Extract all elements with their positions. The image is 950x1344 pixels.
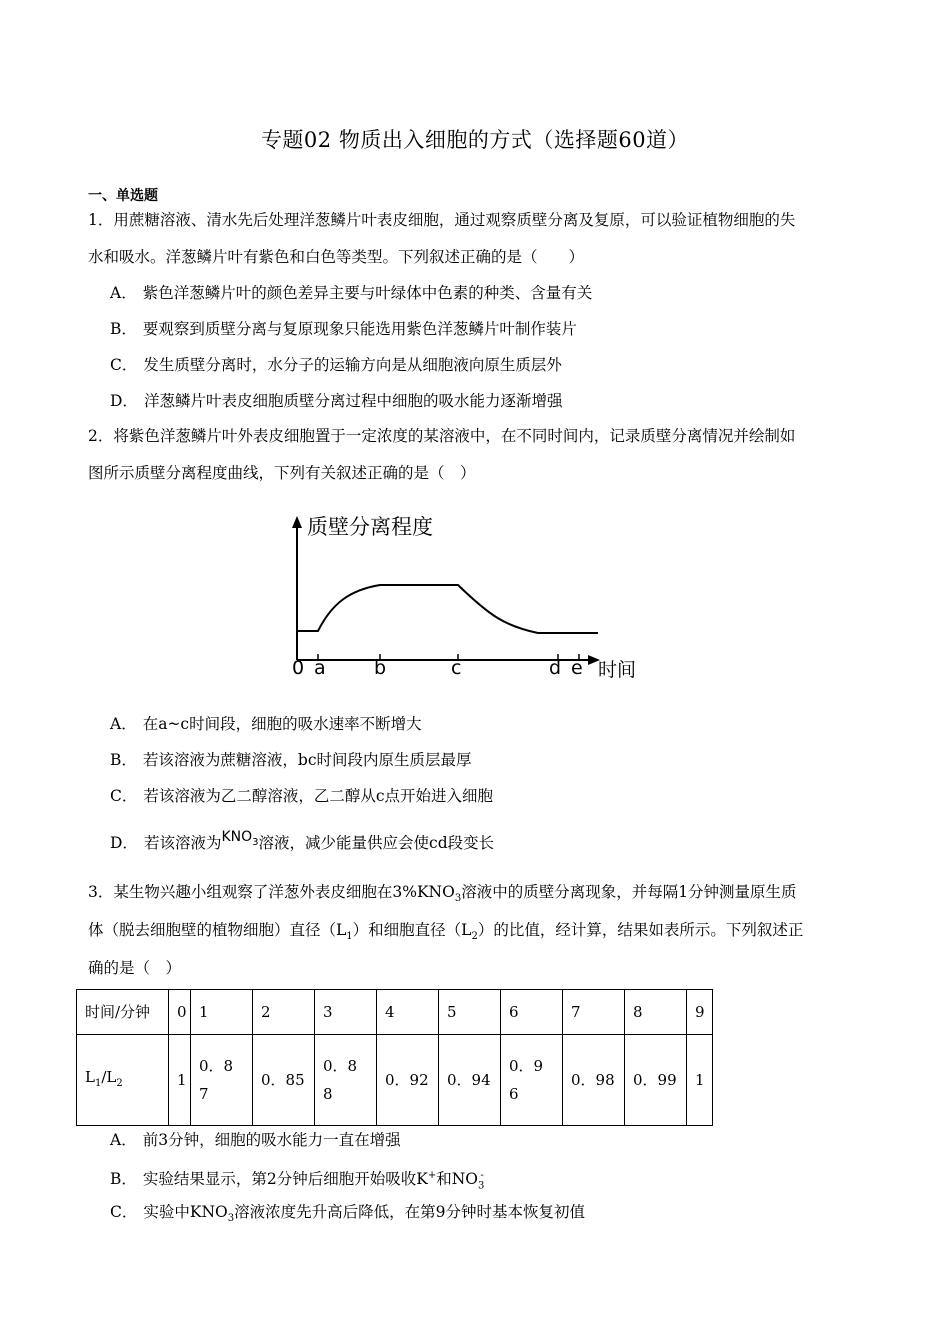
q3-option-a: A． 前3分钟，细胞的吸水能力一直在增强 [110, 1131, 401, 1149]
q2-option-c: C． 若该溶液为乙二醇溶液，乙二醇从c点开始进入细胞 [110, 787, 494, 805]
table-cell: 0．98 [563, 1035, 625, 1126]
q2-stem-line1: 2．将紫色洋葱鳞片叶外表皮细胞置于一定浓度的某溶液中，在不同时间内，记录质壁分离情况并绘制如 [88, 427, 796, 445]
q2-option-a: A． 在a~c时间段，细胞的吸水速率不断增大 [110, 715, 422, 733]
table-cell: 1 [191, 990, 253, 1035]
q2-stem-line2: 图所示质壁分离程度曲线，下列有关叙述正确的是（ ） [88, 464, 476, 482]
q1-option-d: D． 洋葱鳞片叶表皮细胞质壁分离过程中细胞的吸水能力逐渐增强 [110, 392, 563, 410]
table-row [77, 1035, 713, 1126]
table-header-label: 时间/分钟 [77, 990, 169, 1035]
section-heading: 一、单选题 [88, 188, 158, 204]
origin-label: 0 [292, 657, 305, 679]
table-cell: 0 [169, 990, 191, 1035]
table-cell: 7 [563, 990, 625, 1035]
tick-label-d: d [549, 657, 562, 679]
y-axis-label: 质壁分离程度 [307, 515, 433, 539]
tick-label-a: a [314, 657, 326, 679]
q3-stem-line2: 体（脱去细胞壁的植物细胞）直径$(L_1)$和细胞直径$(L_2)$的比值，经计算，结果如表所示。下列叙述正 [88, 921, 804, 943]
table-cell: 8 [625, 990, 687, 1035]
table-cell: 1 [169, 1035, 191, 1126]
table-cell: 0．85 [253, 1035, 315, 1126]
table-cell: 0．94 [439, 1035, 501, 1126]
x-axis-label: 时间 [598, 659, 637, 681]
tick-label-b: b [374, 657, 387, 679]
y-axis-arrow [292, 516, 302, 528]
table-cell: 0．8 8 [315, 1035, 377, 1126]
q1-option-c: C． 发生质壁分离时，水分子的运输方向是从细胞液向原生质层外 [110, 356, 562, 374]
table-row-label: $L_1/L_2$ [77, 1035, 169, 1126]
kno3-formula: $KNO_3$ [221, 829, 259, 848]
table-cell: 3 [315, 990, 377, 1035]
q3-option-b: B． 实验结果显示，第2分钟后细胞开始吸收K+和$NO_3^-$ [110, 1170, 485, 1192]
table-cell: 5 [439, 990, 501, 1035]
q3-stem-line3: 确的是（ ） [88, 959, 182, 977]
table-row [77, 990, 713, 1035]
table-cell: 1 [687, 1035, 713, 1126]
table-cell: 2 [253, 990, 315, 1035]
tick-label-c: c [451, 657, 462, 679]
tick-label-e: e [571, 657, 583, 679]
q3-option-c: C． 实验中$KNO_3$溶液浓度先升高后降低，在第9分钟时基本恢复初值 [110, 1203, 585, 1225]
q1-option-a: A． 紫色洋葱鳞片叶的颜色差异主要与叶绿体中色素的种类、含量有关 [110, 284, 593, 302]
q1-option-b: B． 要观察到质壁分离与复原现象只能选用紫色洋葱鳞片叶制作装片 [110, 320, 577, 338]
plasmolysis-curve [297, 585, 598, 633]
table-cell: 6 [501, 990, 563, 1035]
table-cell: 9 [687, 990, 713, 1035]
plasmolysis-curve-figure [280, 508, 660, 688]
ratio-table [76, 989, 713, 1126]
table-cell: 0．92 [377, 1035, 439, 1126]
q2-option-d: D． 若该溶液为$KNO_3$溶液，减少能量供应会使cd段变长 [110, 829, 495, 852]
table-cell: 0．8 7 [191, 1035, 253, 1126]
q1-stem-line1: 1．用蔗糖溶液、清水先后处理洋葱鳞片叶表皮细胞，通过观察质壁分离及复原，可以验证植物细胞的失 [88, 211, 796, 229]
table-cell: 4 [377, 990, 439, 1035]
q3-stem-line1: 3．某生物兴趣小组观察了洋葱外表皮细胞在$3\%KNO_3$溶液中的质壁分离现象，并每隔1分钟测量原生质 [88, 883, 797, 905]
q1-stem-line2: 水和吸水。洋葱鳞片叶有紫色和白色等类型。下列叙述正确的是（ ） [88, 248, 585, 266]
table-cell: 0．99 [625, 1035, 687, 1126]
table-cell: 0．9 6 [501, 1035, 563, 1126]
page-title: 专题02 物质出入细胞的方式（选择题60道） [260, 128, 690, 152]
q2-option-b: B． 若该溶液为蔗糖溶液，bc时间段内原生质层最厚 [110, 751, 472, 769]
